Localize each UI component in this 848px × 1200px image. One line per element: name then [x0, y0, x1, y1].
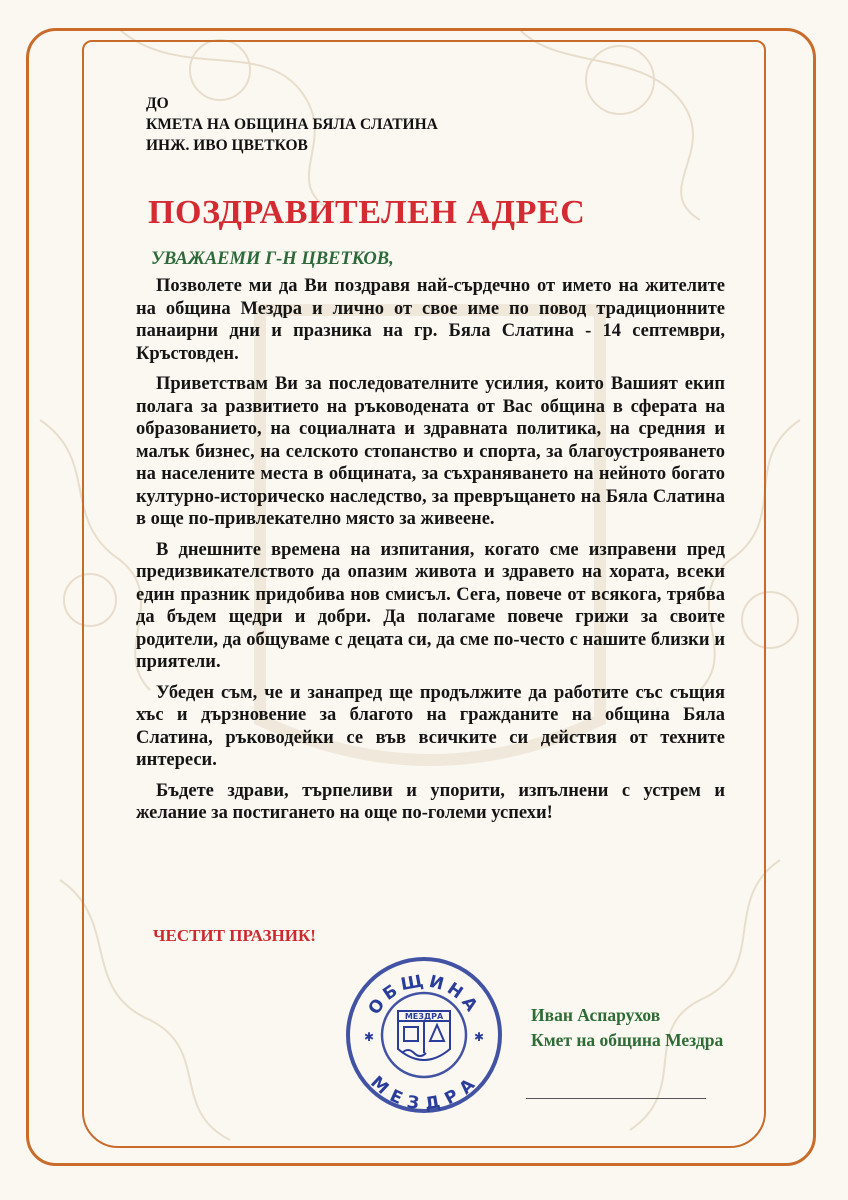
paragraph-1: Позволете ми да Ви поздравя най-сърдечно от името на жителите на община Мездра и лично от свое име по повод традиционните панаирни дни и празника на гр. Бяла Слатина - 14 септември, Кръстовден. — [136, 276, 725, 364]
signature-line — [526, 1098, 706, 1099]
stamp-star-right: ✱ — [474, 1030, 485, 1044]
signatory-position: Кмет на община Мездра — [531, 1030, 724, 1050]
letter-body — [136, 275, 725, 833]
paragraph-4: Убеден съм, че и занапред ще продължите да работите със същия хъс и дързновение за благото на гражданите на община Бяла Слатина, ръководейки се във всичките си действия от техните интереси. — [136, 682, 725, 770]
greeting: УВАЖАЕМИ Г-Н ЦВЕТКОВ, — [151, 249, 394, 269]
municipality-stamp — [344, 955, 504, 1115]
addressee-line-to: ДО — [146, 95, 169, 112]
addressee-line-name: ИНЖ. ИВО ЦВЕТКОВ — [146, 137, 308, 154]
letter-title: ПОЗДРАВИТЕЛЕН АДРЕС — [148, 194, 586, 231]
svg-text:МЕЗДРА — [366, 1072, 482, 1114]
addressee-line-mayor: КМЕТА НА ОБЩИНА БЯЛА СЛАТИНА — [146, 116, 438, 133]
stamp-star-left: ✱ — [364, 1030, 375, 1044]
stamp-bottom-text: МЕЗДРА — [366, 1072, 482, 1115]
signature-block — [531, 1003, 723, 1053]
closing-wish: ЧЕСТИТ ПРАЗНИК! — [153, 926, 316, 945]
stamp-top-text: ОБЩИНА — [364, 970, 484, 1019]
stamp-shield-label: МЕЗДРА — [404, 1012, 444, 1021]
paragraph-5: Бъдете здрави, търпеливи и упорити, изпълнени с устрем и желание за постигането на още по-големи успехи! — [136, 780, 725, 823]
paragraph-3: В днешните времена на изпитания, когато сме изправени пред предизвикателството да опазим живота и здравето на хората, всеки един празник придобива нов смисъл. Сега, повече от всякога, трябва да бъдем щедри и добри. Да полагаме повече грижи за своите родители, да общуваме с децата си, да сме по-често с нашите близки и приятели. — [136, 539, 725, 672]
paragraph-2: Приветствам Ви за последователните усилия, които Вашият екип полага за развитието на ръководената от Вас община в сферата на образованието, на социалната и здравната политика, на средния и малък бизнес, на селското стопанство и спорта, за благоустрояването на населените места в общината, за съхраняването на нейното богато културно-историческо наследство, за превръщането на Бяла Слатина в още по-привлекателно място за живеене. — [136, 374, 725, 529]
signatory-name: Иван Аспарухов — [531, 1005, 661, 1025]
addressee-block — [146, 93, 438, 156]
